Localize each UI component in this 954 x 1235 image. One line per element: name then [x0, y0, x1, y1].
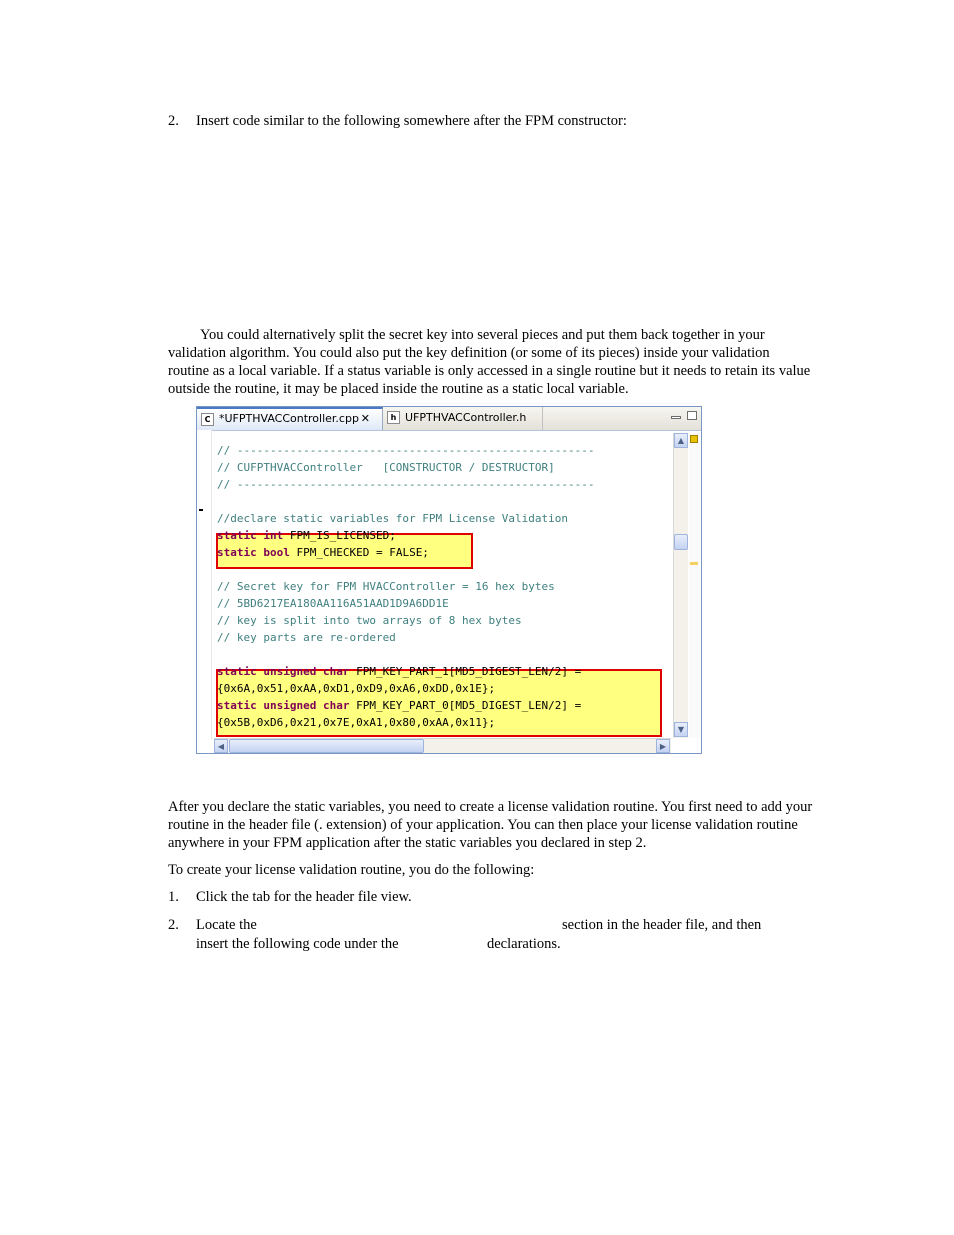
code-text: FPM_CHECKED = FALSE; — [289, 546, 429, 559]
warning-marker-icon[interactable] — [690, 435, 698, 443]
step-text: Locate the — [196, 917, 257, 933]
occurrence-marker[interactable] — [690, 562, 698, 565]
minimize-icon[interactable] — [671, 416, 681, 419]
maximize-icon[interactable] — [687, 411, 697, 420]
code-keyword: static bool — [217, 546, 290, 559]
code-line: // ------------------------------------------------------ — [217, 478, 595, 491]
code-line: // CUFPTHVACController [CONSTRUCTOR / DESTRUCTOR] — [217, 461, 555, 474]
scroll-up-icon[interactable]: ▲ — [674, 433, 688, 448]
body-paragraph: You could alternatively split the secret key into several pieces and put them back together in your validation algorithm. You could also put the key definition (or some of its pieces) inside your validation routine as a local variable. If a status variable is only accessed in a single routine but it needs to retain its value outside the routine, it may be placed inside the routine as a static local variable. — [168, 327, 811, 397]
scroll-left-icon[interactable]: ◀ — [214, 739, 228, 753]
step-text: Click the tab for the header file view. — [196, 889, 412, 905]
code-line — [217, 697, 581, 714]
code-line: //declare static variables for FPM License Validation — [217, 512, 568, 525]
code-line — [217, 527, 396, 544]
vertical-scrollbar[interactable] — [673, 433, 688, 738]
change-marker — [199, 509, 203, 511]
step-text: insert the following code under the — [196, 936, 399, 952]
code-keyword: static int — [217, 529, 284, 542]
tab-label: *UFPTHVACController.cpp — [219, 412, 359, 425]
horizontal-scrollbar[interactable] — [214, 738, 671, 753]
code-text: FPM_KEY_PART_1[MD5_DIGEST_LEN/2] = — [349, 665, 582, 678]
editor-tab-bar — [197, 407, 701, 431]
scroll-right-icon[interactable]: ▶ — [656, 739, 670, 753]
step-text: section in the header file, and then — [562, 917, 762, 933]
tab-label: UFPTHVACController.h — [405, 411, 527, 424]
scroll-thumb[interactable] — [674, 534, 688, 550]
overview-ruler — [689, 433, 700, 738]
code-line: {0x6A,0x51,0xAA,0xD1,0xD9,0xA6,0xDD,0x1E}; — [217, 682, 496, 695]
code-text: FPM_KEY_PART_0[MD5_DIGEST_LEN/2] = — [349, 699, 582, 712]
step-number: 2. — [168, 113, 179, 129]
code-text: FPM_IS_LICENSED; — [283, 529, 396, 542]
code-line — [217, 544, 429, 561]
tab-cpp-file[interactable] — [197, 407, 383, 430]
code-line — [217, 663, 581, 680]
close-icon[interactable]: ✕ — [360, 412, 370, 425]
code-line: // Secret key for FPM HVACController = 16 hex bytes — [217, 580, 555, 593]
scroll-thumb[interactable] — [229, 739, 424, 753]
header-file-icon: h — [387, 411, 400, 424]
code-keyword: static unsigned char — [217, 665, 350, 678]
code-line: // key is split into two arrays of 8 hex bytes — [217, 614, 522, 627]
code-line: // ------------------------------------------------------ — [217, 444, 595, 457]
code-editor-window — [196, 406, 702, 754]
code-line: // 5BD6217EA180AA116A51AAD1D9A6DD1E — [217, 597, 449, 610]
editor-gutter — [197, 430, 212, 740]
tab-header-file[interactable] — [383, 407, 543, 430]
scroll-down-icon[interactable]: ▼ — [674, 722, 688, 737]
code-keyword: static unsigned char — [217, 699, 350, 712]
code-line: {0x5B,0xD6,0x21,0x7E,0xA1,0x80,0xAA,0x11}; — [217, 716, 496, 729]
step-number: 2. — [168, 917, 179, 933]
step-number: 1. — [168, 889, 179, 905]
body-paragraph: To create your license validation routine, you do the following: — [168, 862, 535, 878]
code-text-area[interactable] — [214, 433, 670, 738]
cpp-file-icon: C — [201, 413, 214, 426]
body-paragraph: After you declare the static variables, you need to create a license validation routine. You first need to add your routine in the header file (. extension) of your application. You can then place your license validation routine anywhere in your FPM application after the static variables you declared in step 2. — [168, 799, 813, 851]
step-text: declarations. — [487, 936, 561, 952]
step-text: Insert code similar to the following somewhere after the FPM constructor: — [196, 113, 627, 129]
code-line: // key parts are re-ordered — [217, 631, 396, 644]
